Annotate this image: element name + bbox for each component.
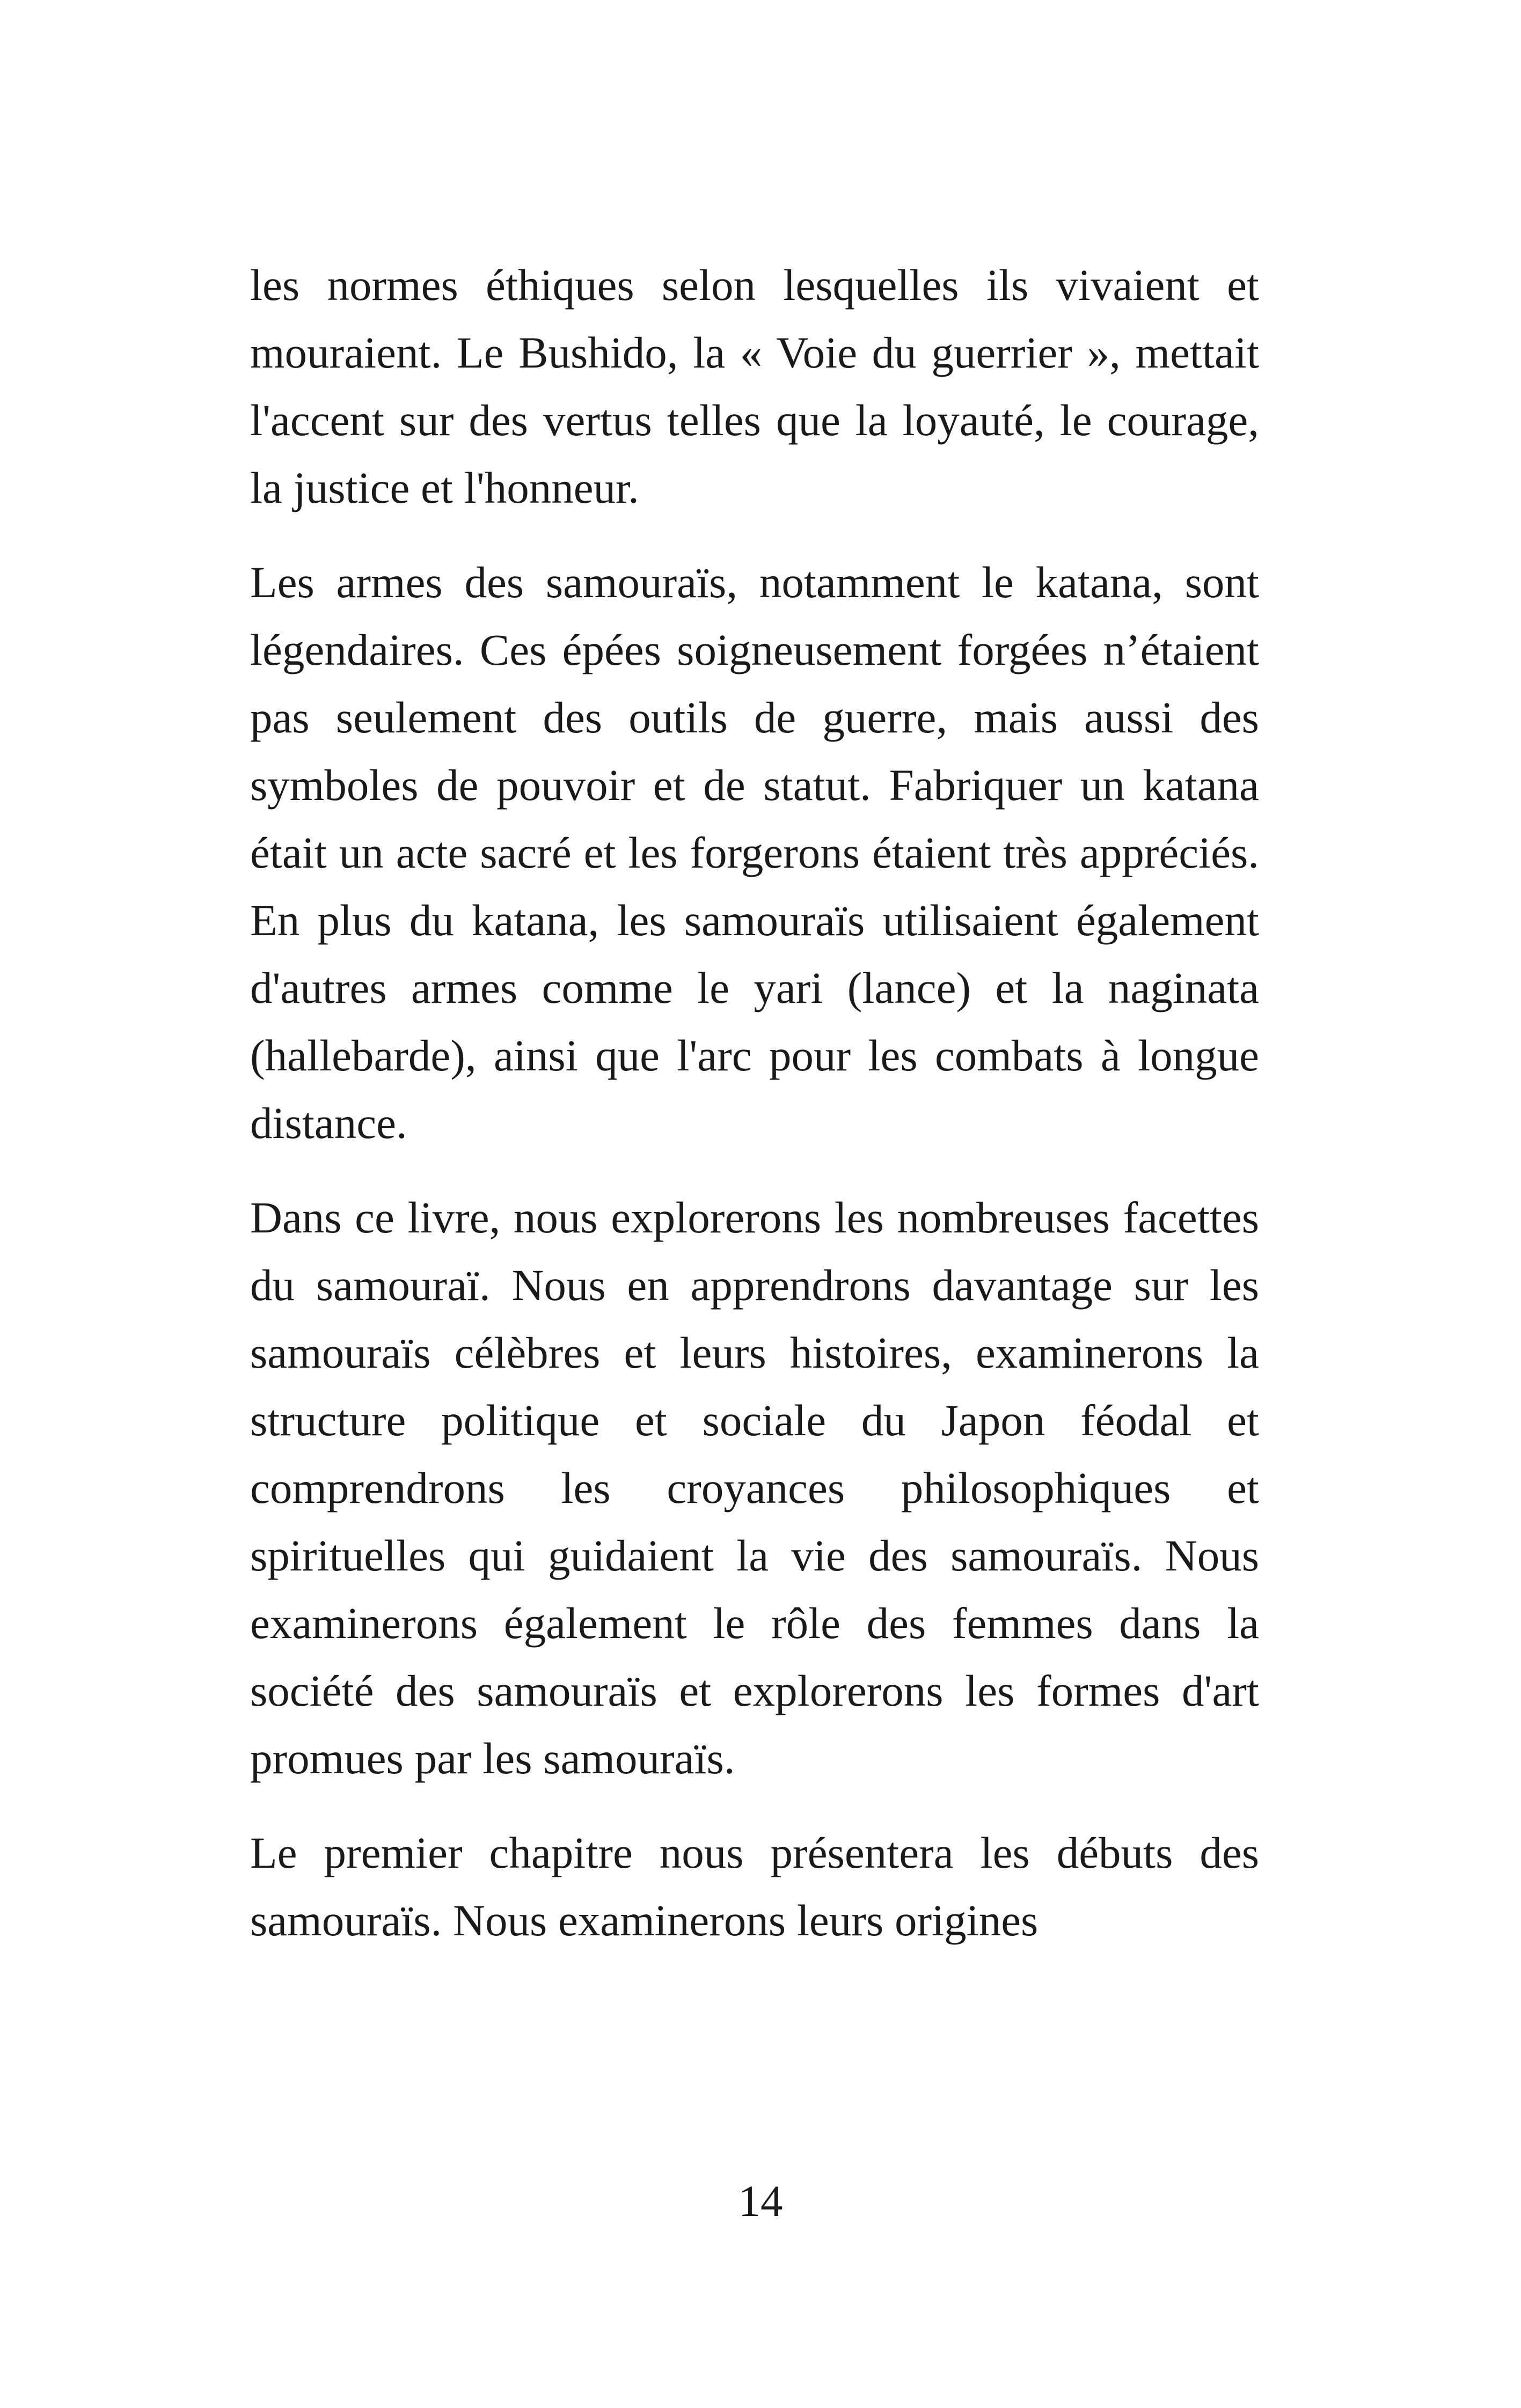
paragraph-first-chapter: Le premier chapitre nous présentera les débuts des samouraïs. Nous examinerons leurs origines bbox=[250, 1828, 1259, 1945]
paragraph-book-overview: Dans ce livre, nous explorerons les nombreuses facettes du samouraï. Nous en apprendrons davantage sur les samouraïs célèbres et leurs histoires, examinerons la structure politique et sociale du Japon féodal et comprendrons les croyances philosophiques et spirituelles qui guidaient la vie des samouraïs. Nous examinerons également le rôle des femmes dans la société des samouraïs et explorerons les formes d'art promues par les samouraïs. bbox=[250, 1193, 1259, 1783]
page-number: 14 bbox=[738, 2176, 783, 2226]
paragraph-bushido: les normes éthiques selon lesquelles ils vivaient et mouraient. Le Bushido, la « Voie du guerrier », mettait l'accent sur des vertus telles que la loyauté, le courage, la justice et l'honneur. bbox=[250, 260, 1259, 512]
body-text bbox=[250, 251, 1259, 1981]
paragraph-weapons: Les armes des samouraïs, notamment le katana, sont légendaires. Ces épées soigneusement forgées n’étaient pas seulement des outils de guerre, mais aussi des symboles de pouvoir et de statut. Fabriquer un katana était un acte sacré et les forgerons étaient très appréciés. En plus du katana, les samouraïs utilisaient également d'autres armes comme le yari (lance) et la naginata (hallebarde), ainsi que l'arc pour les combats à longue distance. bbox=[250, 557, 1259, 1148]
